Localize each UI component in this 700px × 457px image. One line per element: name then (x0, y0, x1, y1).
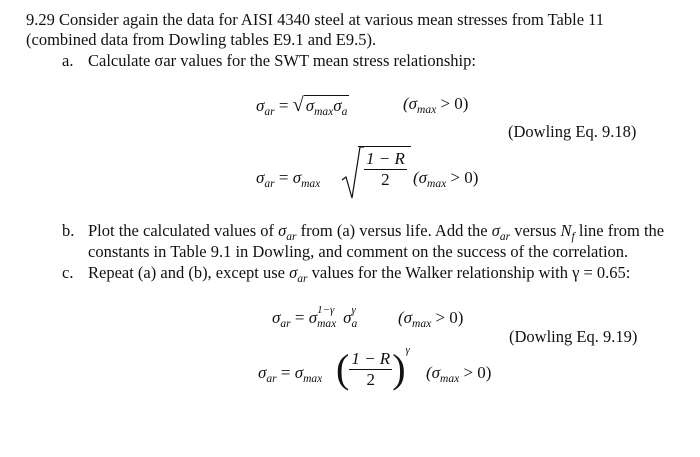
swt-equation-1: $\sigma_{ar}$ = √ $\sigma_{max}\sigma_a$ (256, 94, 348, 118)
part-a-marker: a. (62, 51, 74, 70)
swt-condition-1: $(\sigma_{max} > 0)$ (403, 94, 469, 116)
problem-line-2: (combined data from Dowling tables E9.1 and E9.5). (26, 30, 377, 49)
problem-line-1: 9.29 Consider again the data for AISI 4340 steel at various mean stresses from Table 11 (26, 10, 605, 29)
walker-equation-1: $\sigma_{ar} = \sigma$ 1−γ max σ γ a (272, 304, 358, 330)
sigma-symbol: σ (256, 96, 265, 115)
radical-fraction (358, 146, 411, 190)
part-a-text: Calculate σar values for the SWT mean stress relationship: (88, 51, 476, 70)
swt-condition-2: $(\sigma_{max} > 0)$ (413, 168, 479, 190)
part-c-marker: c. (62, 263, 74, 282)
fraction-denominator: 2 (381, 170, 390, 189)
walker-condition-1: $(\sigma_{max} > 0)$ (398, 308, 464, 330)
part-b-marker: b. (62, 221, 75, 240)
swt-equation-2-lhs: $\sigma_{ar} = \sigma_{max}$ (256, 168, 321, 190)
part-b-line-1: Plot the calculated values of $\sigma_{ar}$ from (a) versus life. Add the $\sigma_{ar}$ versus $N_f$ line from the (88, 221, 665, 243)
swt-equation-reference: (Dowling Eq. 9.18) (508, 122, 637, 141)
part-b-line-2: constants in Table 9.1 in Dowling, and comment on the success of the correlation. (88, 242, 629, 261)
walker-condition-2: $(\sigma_{max} > 0)$ (426, 363, 492, 385)
fraction-numerator: 1 − R (366, 149, 405, 168)
part-c-text: Repeat (a) and (b), except use $\sigma_{ar}$ values for the Walker relationship with γ = 0.65: (88, 263, 631, 285)
walker-equation-2-lhs: $\sigma_{ar} = \sigma_{max}$ (258, 363, 323, 385)
walker-paren-fraction: ( $\frac{1 - R}{2}$ )$^\gamma$ (336, 344, 410, 392)
walker-equation-reference: (Dowling Eq. 9.19) (509, 327, 638, 346)
